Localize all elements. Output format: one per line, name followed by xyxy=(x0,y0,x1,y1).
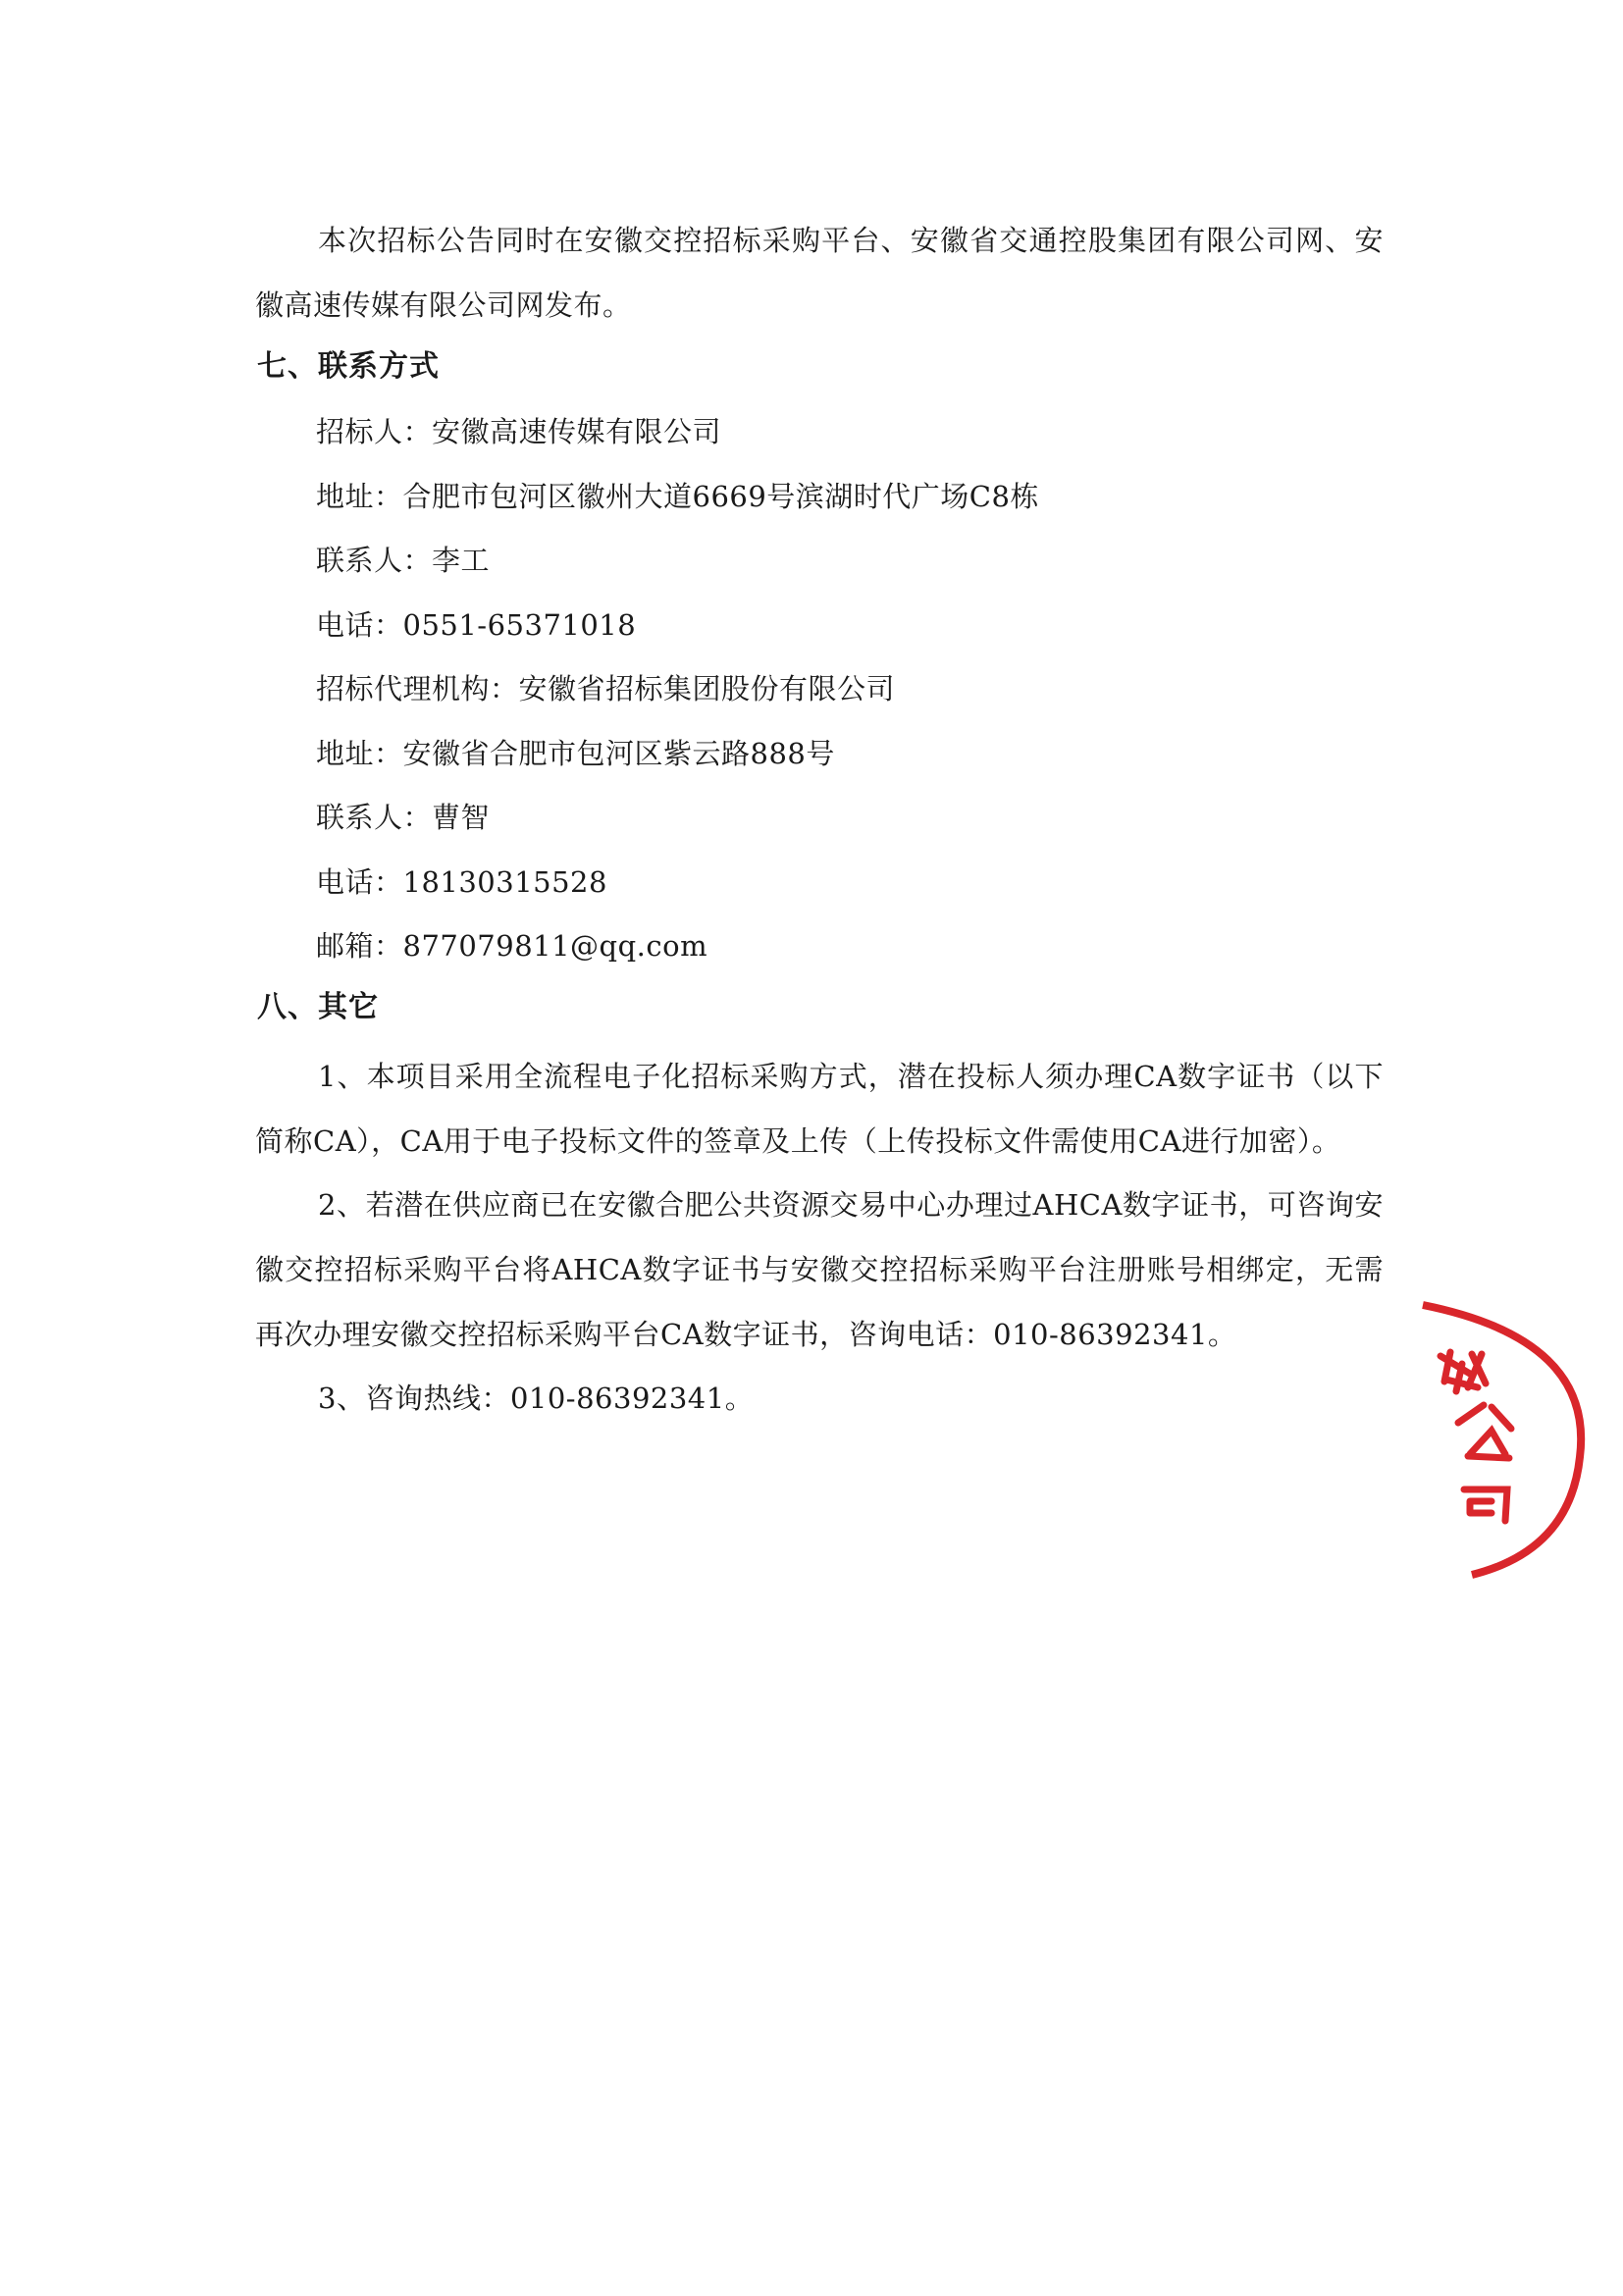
agency-address-line: 地址：安徽省合肥市包河区紫云路888号 xyxy=(316,737,835,770)
other-item-3: 3、咨询热线：010-86392341。 xyxy=(318,1382,755,1415)
other-item-1: 1、本项目采用全流程电子化招标采购方式，潜在投标人须办理CA数字证书（以下简称CA），CA用于电子投标文件的签章及上传（上传投标文件需使用CA进行加密）。 xyxy=(255,1060,1384,1158)
company-seal-stamp xyxy=(1413,1285,1623,1590)
tenderer-phone-line: 电话：0551-65371018 xyxy=(316,608,637,642)
other-item-2: 2、若潜在供应商已在安徽合肥公共资源交易中心办理过AHCA数字证书，可咨询安徽交控招标采购平台将AHCA数字证书与安徽交控招标采购平台注册账号相绑定，无需再次办理安徽交控招标采购平台CA数字证书，咨询电话：010-86392341。 xyxy=(255,1188,1384,1351)
seal-ring xyxy=(1423,1305,1581,1575)
agency-contact-line: 联系人：曹智 xyxy=(316,801,491,834)
agency-line: 招标代理机构：安徽省招标集团股份有限公司 xyxy=(316,672,896,705)
seal-characters xyxy=(1440,1352,1511,1521)
agency-phone-line: 电话：18130315528 xyxy=(316,865,607,899)
intro-paragraph: 本次招标公告同时在安徽交控招标采购平台、安徽省交通控股集团有限公司网、安徽高速传媒有限公司网发布。 xyxy=(255,224,1384,322)
section-7-heading: 七、联系方式 xyxy=(257,349,440,384)
agency-email-line: 邮箱：877079811@qq.com xyxy=(316,929,708,963)
tenderer-address-line: 地址：合肥市包河区徽州大道6669号滨湖时代广场C8栋 xyxy=(316,480,1039,513)
tenderer-contact-line: 联系人：李工 xyxy=(316,544,491,577)
section-8-heading: 八、其它 xyxy=(257,990,379,1024)
tenderer-line: 招标人：安徽高速传媒有限公司 xyxy=(316,415,722,448)
